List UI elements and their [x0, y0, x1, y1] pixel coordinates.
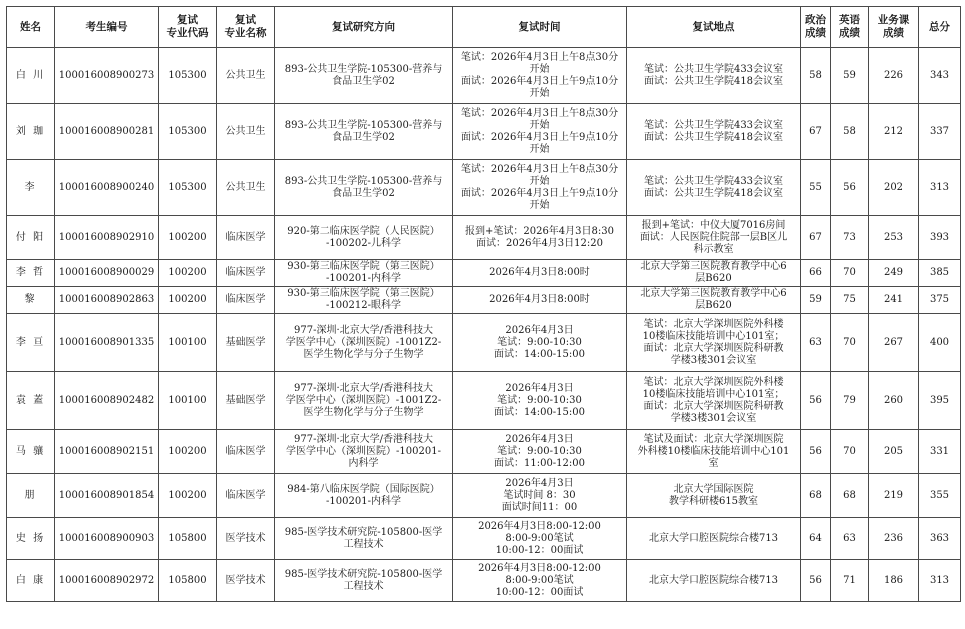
cell-location: 笔试：公共卫生学院433会议室 面试：公共卫生学院418会议室 [627, 104, 801, 160]
cell-major-code: 105300 [159, 48, 217, 104]
cell-name: 马 骧 [7, 430, 55, 474]
cell-total: 393 [919, 216, 961, 260]
cell-name: 朋 [7, 474, 55, 518]
cell-exam-no: 100016008902482 [55, 372, 159, 430]
cell-english: 73 [831, 216, 869, 260]
cell-name: 李 哲 [7, 260, 55, 287]
cell-exam-no: 100016008900240 [55, 160, 159, 216]
cell-professional: 205 [869, 430, 919, 474]
cell-exam-no: 100016008902972 [55, 560, 159, 602]
cell-politics: 68 [801, 474, 831, 518]
cell-name: 史 扬 [7, 518, 55, 560]
cell-professional: 249 [869, 260, 919, 287]
cell-major-name: 基础医学 [217, 372, 275, 430]
cell-time: 2026年4月3日8:00时 [453, 287, 627, 314]
cell-english: 58 [831, 104, 869, 160]
cell-major-name: 医学技术 [217, 560, 275, 602]
table-row [7, 260, 961, 287]
header-major-name: 复试 专业名称 [217, 7, 275, 48]
header-politics: 政治 成绩 [801, 7, 831, 48]
cell-total: 355 [919, 474, 961, 518]
table-row [7, 287, 961, 314]
header-total: 总分 [919, 7, 961, 48]
cell-location: 北京大学国际医院 教学科研楼615教室 [627, 474, 801, 518]
cell-direction: 930-第三临床医学院（第三医院） -100212-眼科学 [275, 287, 453, 314]
cell-time: 2026年4月3日8:00-12:00 8:00-9:00笔试 10:00-12：00面试 [453, 560, 627, 602]
cell-politics: 56 [801, 430, 831, 474]
cell-english: 79 [831, 372, 869, 430]
table-row [7, 216, 961, 260]
cell-location: 笔试及面试：北京大学深圳医院 外科楼10楼临床技能培训中心101 室 [627, 430, 801, 474]
cell-direction: 893-公共卫生学院-105300-营养与 食品卫生学02 [275, 104, 453, 160]
cell-major-code: 105800 [159, 560, 217, 602]
cell-major-name: 公共卫生 [217, 104, 275, 160]
cell-name: 刘 珈 [7, 104, 55, 160]
cell-politics: 56 [801, 372, 831, 430]
table-header-row [7, 7, 961, 48]
cell-direction: 893-公共卫生学院-105300-营养与 食品卫生学02 [275, 160, 453, 216]
cell-politics: 67 [801, 216, 831, 260]
cell-location: 报到+笔试：中仪大厦7016房间 面试：人民医院住院部一层B区儿 科示教室 [627, 216, 801, 260]
cell-major-code: 100100 [159, 314, 217, 372]
cell-english: 56 [831, 160, 869, 216]
cell-major-code: 105300 [159, 160, 217, 216]
cell-name: 白 川 [7, 48, 55, 104]
cell-exam-no: 100016008900281 [55, 104, 159, 160]
cell-direction: 930-第三临床医学院（第三医院） -100201-内科学 [275, 260, 453, 287]
cell-major-name: 基础医学 [217, 314, 275, 372]
cell-location: 北京大学口腔医院综合楼713 [627, 560, 801, 602]
cell-time: 笔试：2026年4月3日上午8点30分 开始 面试：2026年4月3日上午9点10分 开始 [453, 160, 627, 216]
table-row [7, 474, 961, 518]
cell-time: 2026年4月3日 笔试：9:00-10:30 面试：14:00-15:00 [453, 372, 627, 430]
cell-time: 报到+笔试：2026年4月3日8:30 面试：2026年4月3日12:20 [453, 216, 627, 260]
cell-total: 331 [919, 430, 961, 474]
cell-professional: 212 [869, 104, 919, 160]
cell-major-code: 105300 [159, 104, 217, 160]
cell-total: 395 [919, 372, 961, 430]
cell-politics: 64 [801, 518, 831, 560]
cell-major-name: 公共卫生 [217, 48, 275, 104]
cell-time: 2026年4月3日 笔试：9:00-10:30 面试：14:00-15:00 [453, 314, 627, 372]
cell-location: 笔试：北京大学深圳医院外科楼 10楼临床技能培训中心101室； 面试：北京大学深圳医院科研教 学楼3楼301会议室 [627, 314, 801, 372]
retest-schedule-table [6, 6, 961, 602]
cell-politics: 55 [801, 160, 831, 216]
header-time: 复试时间 [453, 7, 627, 48]
cell-english: 70 [831, 260, 869, 287]
header-major-code: 复试 专业代码 [159, 7, 217, 48]
header-exam-no: 考生编号 [55, 7, 159, 48]
cell-total: 375 [919, 287, 961, 314]
cell-total: 343 [919, 48, 961, 104]
table-row [7, 48, 961, 104]
cell-major-name: 临床医学 [217, 287, 275, 314]
cell-direction: 985-医学技术研究院-105800-医学 工程技术 [275, 518, 453, 560]
cell-professional: 260 [869, 372, 919, 430]
cell-exam-no: 100016008902910 [55, 216, 159, 260]
cell-time: 2026年4月3日8:00-12:00 8:00-9:00笔试 10:00-12：00面试 [453, 518, 627, 560]
cell-direction: 985-医学技术研究院-105800-医学 工程技术 [275, 560, 453, 602]
cell-time: 笔试：2026年4月3日上午8点30分 开始 面试：2026年4月3日上午9点10分 开始 [453, 104, 627, 160]
table-row [7, 104, 961, 160]
cell-politics: 58 [801, 48, 831, 104]
cell-english: 71 [831, 560, 869, 602]
table-row [7, 372, 961, 430]
cell-name: 袁 蓋 [7, 372, 55, 430]
cell-professional: 219 [869, 474, 919, 518]
cell-total: 313 [919, 560, 961, 602]
cell-english: 63 [831, 518, 869, 560]
cell-exam-no: 100016008902151 [55, 430, 159, 474]
cell-major-name: 临床医学 [217, 430, 275, 474]
header-location: 复试地点 [627, 7, 801, 48]
header-english: 英语 成绩 [831, 7, 869, 48]
table-row [7, 160, 961, 216]
cell-total: 337 [919, 104, 961, 160]
cell-exam-no: 100016008900903 [55, 518, 159, 560]
cell-name: 白 康 [7, 560, 55, 602]
cell-direction: 977-深圳·北京大学/香港科技大 学医学中心（深圳医院）-1001Z2- 医学生物化学与分子生物学 [275, 314, 453, 372]
cell-major-code: 100200 [159, 430, 217, 474]
header-direction: 复试研究方向 [275, 7, 453, 48]
cell-location: 北京大学第三医院教育教学中心6 层B620 [627, 287, 801, 314]
cell-total: 400 [919, 314, 961, 372]
cell-professional: 241 [869, 287, 919, 314]
cell-exam-no: 100016008900273 [55, 48, 159, 104]
cell-location: 笔试：公共卫生学院433会议室 面试：公共卫生学院418会议室 [627, 160, 801, 216]
cell-location: 笔试：北京大学深圳医院外科楼 10楼临床技能培训中心101室； 面试：北京大学深圳医院科研教 学楼3楼301会议室 [627, 372, 801, 430]
cell-major-code: 100200 [159, 474, 217, 518]
cell-politics: 56 [801, 560, 831, 602]
cell-exam-no: 100016008901854 [55, 474, 159, 518]
cell-total: 363 [919, 518, 961, 560]
cell-direction: 977-深圳·北京大学/香港科技大 学医学中心（深圳医院）-1001Z2- 医学生物化学与分子生物学 [275, 372, 453, 430]
cell-major-code: 100200 [159, 216, 217, 260]
cell-time: 2026年4月3日 笔试：9:00-10:30 面试：11:00-12:00 [453, 430, 627, 474]
cell-major-name: 临床医学 [217, 474, 275, 518]
cell-exam-no: 100016008901335 [55, 314, 159, 372]
cell-politics: 67 [801, 104, 831, 160]
cell-total: 385 [919, 260, 961, 287]
cell-direction: 893-公共卫生学院-105300-营养与 食品卫生学02 [275, 48, 453, 104]
cell-direction: 984-第八临床医学院（国际医院） -100201-内科学 [275, 474, 453, 518]
cell-major-code: 100200 [159, 287, 217, 314]
cell-major-code: 100200 [159, 260, 217, 287]
cell-professional: 236 [869, 518, 919, 560]
cell-english: 59 [831, 48, 869, 104]
cell-english: 70 [831, 314, 869, 372]
header-name: 姓名 [7, 7, 55, 48]
cell-direction: 920-第二临床医学院（人民医院） -100202-儿科学 [275, 216, 453, 260]
cell-professional: 202 [869, 160, 919, 216]
cell-major-code: 100100 [159, 372, 217, 430]
header-professional: 业务课 成绩 [869, 7, 919, 48]
table-row [7, 430, 961, 474]
cell-direction: 977-深圳·北京大学/香港科技大 学医学中心（深圳医院）-100201- 内科学 [275, 430, 453, 474]
cell-name: 黎 [7, 287, 55, 314]
cell-major-name: 公共卫生 [217, 160, 275, 216]
cell-english: 68 [831, 474, 869, 518]
cell-time: 笔试：2026年4月3日上午8点30分 开始 面试：2026年4月3日上午9点10分 开始 [453, 48, 627, 104]
table-row [7, 560, 961, 602]
cell-name: 付 阳 [7, 216, 55, 260]
cell-professional: 226 [869, 48, 919, 104]
cell-professional: 253 [869, 216, 919, 260]
table-row [7, 518, 961, 560]
cell-major-name: 临床医学 [217, 216, 275, 260]
cell-location: 笔试：公共卫生学院433会议室 面试：公共卫生学院418会议室 [627, 48, 801, 104]
cell-location: 北京大学口腔医院综合楼713 [627, 518, 801, 560]
cell-time: 2026年4月3日 笔试时间 8：30 面试时间11：00 [453, 474, 627, 518]
retest-schedule-sheet [6, 6, 960, 602]
cell-time: 2026年4月3日8:00时 [453, 260, 627, 287]
cell-politics: 59 [801, 287, 831, 314]
cell-location: 北京大学第三医院教育教学中心6 层B620 [627, 260, 801, 287]
cell-english: 75 [831, 287, 869, 314]
cell-politics: 66 [801, 260, 831, 287]
table-row [7, 314, 961, 372]
cell-major-name: 临床医学 [217, 260, 275, 287]
cell-professional: 267 [869, 314, 919, 372]
cell-total: 313 [919, 160, 961, 216]
cell-exam-no: 100016008900029 [55, 260, 159, 287]
cell-name: 李 亘 [7, 314, 55, 372]
cell-name: 李 [7, 160, 55, 216]
cell-professional: 186 [869, 560, 919, 602]
cell-exam-no: 100016008902863 [55, 287, 159, 314]
cell-major-code: 105800 [159, 518, 217, 560]
cell-major-name: 医学技术 [217, 518, 275, 560]
cell-politics: 63 [801, 314, 831, 372]
cell-english: 70 [831, 430, 869, 474]
